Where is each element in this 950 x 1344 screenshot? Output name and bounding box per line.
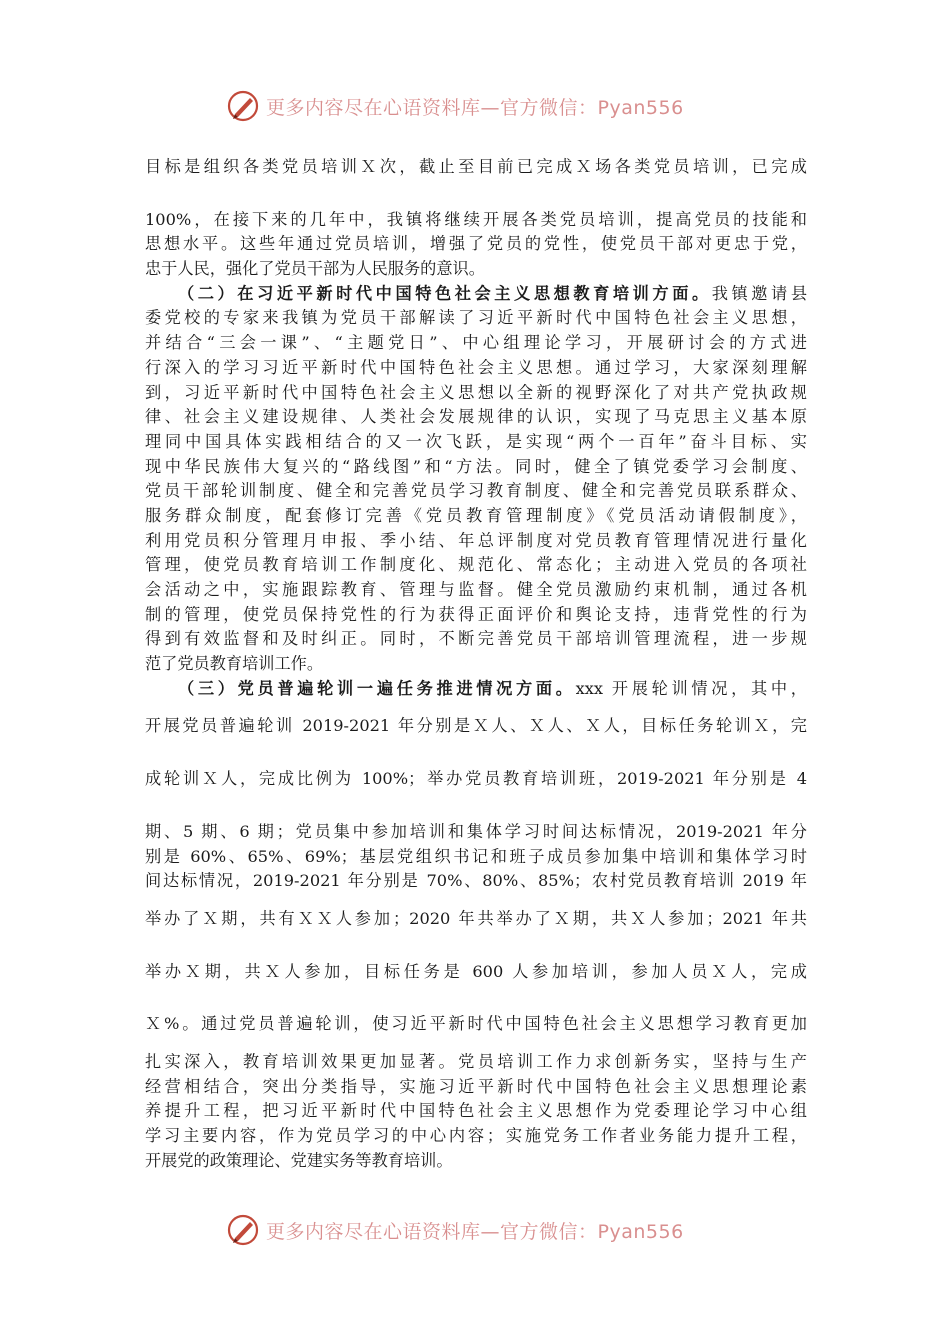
pen-logo-icon — [226, 89, 260, 123]
text-line: 别是 60%、65%、69%；基层党组织书记和班子成员参加集中培训和集体学习时 — [145, 846, 807, 866]
footer-banner-text: 更多内容尽在心语资料库—官方微信：Pyan556 — [266, 1220, 684, 1243]
text-line: 党员干部轮训制度、健全和完善党员学习教育制度、健全和完善党员联系群众、 — [145, 481, 807, 501]
text-line: 100%，在接下来的几年中，我镇将继续开展各类党员培训，提高党员的技能和 — [145, 209, 807, 229]
text-line: 服务群众制度，配套修订完善《党员教育管理制度》《党员活动请假制度》， — [145, 505, 807, 525]
text-line: 期、5 期、6 期；党员集中参加培训和集体学习时间达标情况，2019-2021 年分 — [145, 821, 807, 841]
text-line: 现中华民族伟大复兴的“路线图”和“方法。同时，健全了镇党委学习会制度、 — [145, 456, 807, 476]
footer-banner — [226, 1210, 684, 1250]
text-line: 忠于人民，强化了党员干部为人民服务的意识。 — [145, 259, 485, 279]
text-line: 经营相结合，突出分类指导，实施习近平新时代中国特色社会主义思想理论素 — [145, 1076, 807, 1096]
text-line: 并结合“三会一课”、“主题党日”、中心组理论学习，开展研讨会的方式进 — [145, 333, 807, 353]
text-line: 律、社会主义建设规律、人类社会发展规律的认识，实现了马克思主义基本原 — [145, 407, 807, 427]
section-heading-line — [145, 677, 807, 702]
text-line: 理同中国具体实践相结合的又一次飞跃，是实现“两个一百年”奋斗目标、实 — [145, 431, 807, 451]
text-line: 到，习近平新时代中国特色社会主义思想以全新的视野深化了对共产党执政规 — [145, 382, 807, 402]
text-line: 扎实深入，教育培训效果更加显著。党员培训工作力求创新务实，坚持与生产 — [145, 1051, 807, 1071]
section-heading: （二）在习近平新时代中国特色社会主义思想教育培训方面。 — [178, 283, 712, 303]
text-line: 举办了Ｘ期，共有ＸＸ人参加；2020 年共举办了Ｘ期，共Ｘ人参加；2021 年共 — [145, 908, 807, 928]
text-line: 管理，使党员教育培训工作制度化、规范化、常态化；主动进入党员的各项社 — [145, 555, 807, 575]
text-line: 思想水平。这些年通过党员培训，增强了党员的党性，使党员干部对更忠于党， — [145, 234, 807, 254]
text-line: 委党校的专家来我镇为党员干部解读了习近平新时代中国特色社会主义思想， — [145, 308, 807, 328]
document-body — [145, 155, 807, 1173]
text-line: 开展党的政策理论、党建实务等教育培训。 — [145, 1150, 453, 1170]
header-banner — [226, 86, 684, 126]
section-heading: （三）党员普遍轮训一遍任务推进情况方面。 — [178, 678, 576, 698]
text-fragment: xxx 开展轮训情况，其中， — [575, 678, 807, 698]
text-line: 举办Ｘ期，共Ｘ人参加，目标任务是 600 人参加培训，参加人员Ｘ人，完成 — [145, 961, 807, 981]
text-line: 得到有效监督和及时纠正。同时，不断完善党员干部培训管理流程，进一步规 — [145, 629, 807, 649]
text-line: 范了党员教育培训工作。 — [145, 654, 324, 674]
text-line: 间达标情况，2019-2021 年分别是 70%、80%、85%；农村党员教育培训 2019 年 — [145, 871, 807, 891]
text-line: 利用党员积分管理月申报、季小结、年总评制度对党员教育管理情况进行量化 — [145, 530, 807, 550]
pen-logo-icon — [226, 1213, 260, 1247]
text-line: 目标是组织各类党员培训Ｘ次，截止至目前已完成Ｘ场各类党员培训，已完成 — [145, 157, 807, 176]
text-line: 会活动之中，实施跟踪教育、管理与监督。健全党员激励约束机制，通过各机 — [145, 580, 807, 599]
text-line: 学习主要内容，作为党员学习的中心内容；实施党务工作者业务能力提升工程， — [145, 1126, 807, 1145]
text-line: 行深入的学习习近平新时代中国特色社会主义思想。通过学习，大家深刻理解 — [145, 357, 807, 377]
text-line: 养提升工程，把习近平新时代中国特色社会主义思想作为党委理论学习中心组 — [145, 1101, 807, 1121]
text-line: Ｘ%。通过党员普遍轮训，使习近平新时代中国特色社会主义思想学习教育更加 — [145, 1014, 807, 1034]
section-heading-line — [145, 282, 807, 307]
text-line: 开展党员普遍轮训 2019-2021 年分别是Ｘ人、Ｘ人、Ｘ人，目标任务轮训Ｘ，完 — [145, 716, 807, 736]
text-fragment: 我镇邀请县 — [711, 283, 808, 303]
text-line: 成轮训Ｘ人，完成比例为 100%；举办党员教育培训班，2019-2021 年分别是 4 — [145, 769, 807, 789]
text-line: 制的管理，使党员保持党性的行为获得正面评价和舆论支持，违背党性的行为 — [145, 604, 807, 624]
header-banner-text: 更多内容尽在心语资料库—官方微信：Pyan556 — [266, 96, 684, 119]
